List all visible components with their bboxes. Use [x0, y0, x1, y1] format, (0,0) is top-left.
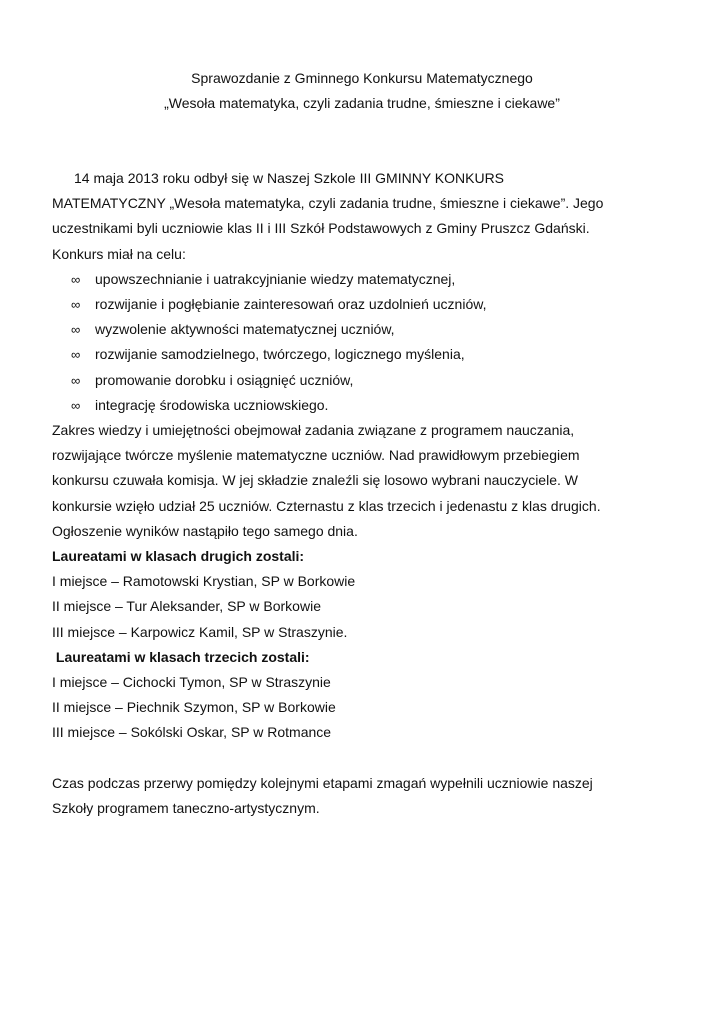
document-subtitle: „Wesoła matematyka, czyli zadania trudne, śmieszne i ciekawe” [164, 95, 560, 111]
list-item: ∞ rozwijanie samodzielnego, twórczego, logicznego myślenia, [52, 342, 672, 367]
second-grade-heading: Laureatami w klasach drugich zostali: [52, 548, 305, 565]
list-item: ∞ promowanie dorobku i osiągnięć uczniów, [52, 368, 672, 393]
list-item: ∞ wyzwolenie aktywności matematycznej uczniów, [52, 317, 672, 342]
intro-paragraph [52, 166, 672, 267]
winner-entry: III miejsce – Sokólski Oskar, SP w Rotmance [52, 724, 332, 741]
paragraph-spacer [52, 746, 672, 771]
closing-line: Czas podczas przerwy pomiędzy kolejnymi etapami zmagań wypełnili uczniowie naszej [52, 774, 593, 791]
scope-line: Ogłoszenie wyników nastąpiło tego samego dnia. [52, 522, 358, 539]
document-title: Sprawozdanie z Gminnego Konkursu Matematycznego [191, 70, 533, 86]
intro-line: Konkurs miał na celu: [52, 245, 186, 262]
list-item: ∞ integrację środowiska uczniowskiego. [52, 393, 672, 418]
list-item: ∞ upowszechnianie i uatrakcyjnianie wiedzy matematycznej, [52, 267, 672, 292]
scope-line: konkursu czuwała komisja. W jej składzie znaleźli się losowo wybrani nauczyciele. W [52, 472, 578, 489]
infinity-bullet-icon: ∞ [71, 297, 81, 313]
infinity-bullet-icon: ∞ [71, 271, 81, 287]
scope-line: rozwijające twórcze myślenie matematyczne uczniów. Nad prawidłowym przebiegiem [52, 447, 580, 464]
closing-line: Szkoły programem taneczno-artystycznym. [52, 799, 320, 816]
winner-entry: III miejsce – Karpowicz Kamil, SP w Straszynie. [52, 623, 348, 640]
third-grade-winners [52, 645, 672, 746]
infinity-bullet-icon: ∞ [71, 347, 81, 363]
winner-entry: I miejsce – Ramotowski Krystian, SP w Borkowie [52, 573, 356, 590]
intro-line: MATEMATYCZNY „Wesoła matematyka, czyli zadania trudne, śmieszne i ciekawe”. Jego [52, 195, 604, 212]
closing-paragraph [52, 771, 672, 821]
goals-list [52, 267, 672, 418]
intro-line: 14 maja 2013 roku odbył się w Naszej Szkole III GMINNY KONKURS [74, 170, 505, 186]
winner-entry: II miejsce – Piechnik Szymon, SP w Borkowie [52, 699, 336, 716]
infinity-bullet-icon: ∞ [71, 322, 81, 338]
intro-line: uczestnikami byli uczniowie klas II i III Szkół Podstawowych z Gminy Pruszcz Gdański. [52, 220, 590, 237]
document-body [52, 166, 672, 821]
scope-paragraph [52, 418, 672, 544]
second-grade-winners [52, 544, 672, 645]
scope-line: Zakres wiedzy i umiejętności obejmował zadania związane z programem nauczania, [52, 422, 575, 439]
winner-entry: II miejsce – Tur Aleksander, SP w Borkowie [52, 598, 321, 615]
winner-entry: I miejsce – Cichocki Tymon, SP w Straszynie [52, 674, 331, 691]
document-header [0, 66, 724, 116]
infinity-bullet-icon: ∞ [71, 397, 81, 413]
third-grade-heading: Laureatami w klasach trzecich zostali: [52, 648, 310, 665]
list-item: ∞ rozwijanie i pogłębianie zainteresowań oraz uzdolnień uczniów, [52, 292, 672, 317]
infinity-bullet-icon: ∞ [71, 372, 81, 388]
scope-line: konkursie wzięło udział 25 uczniów. Czternastu z klas trzecich i jedenastu z klas drugich. [52, 497, 601, 514]
